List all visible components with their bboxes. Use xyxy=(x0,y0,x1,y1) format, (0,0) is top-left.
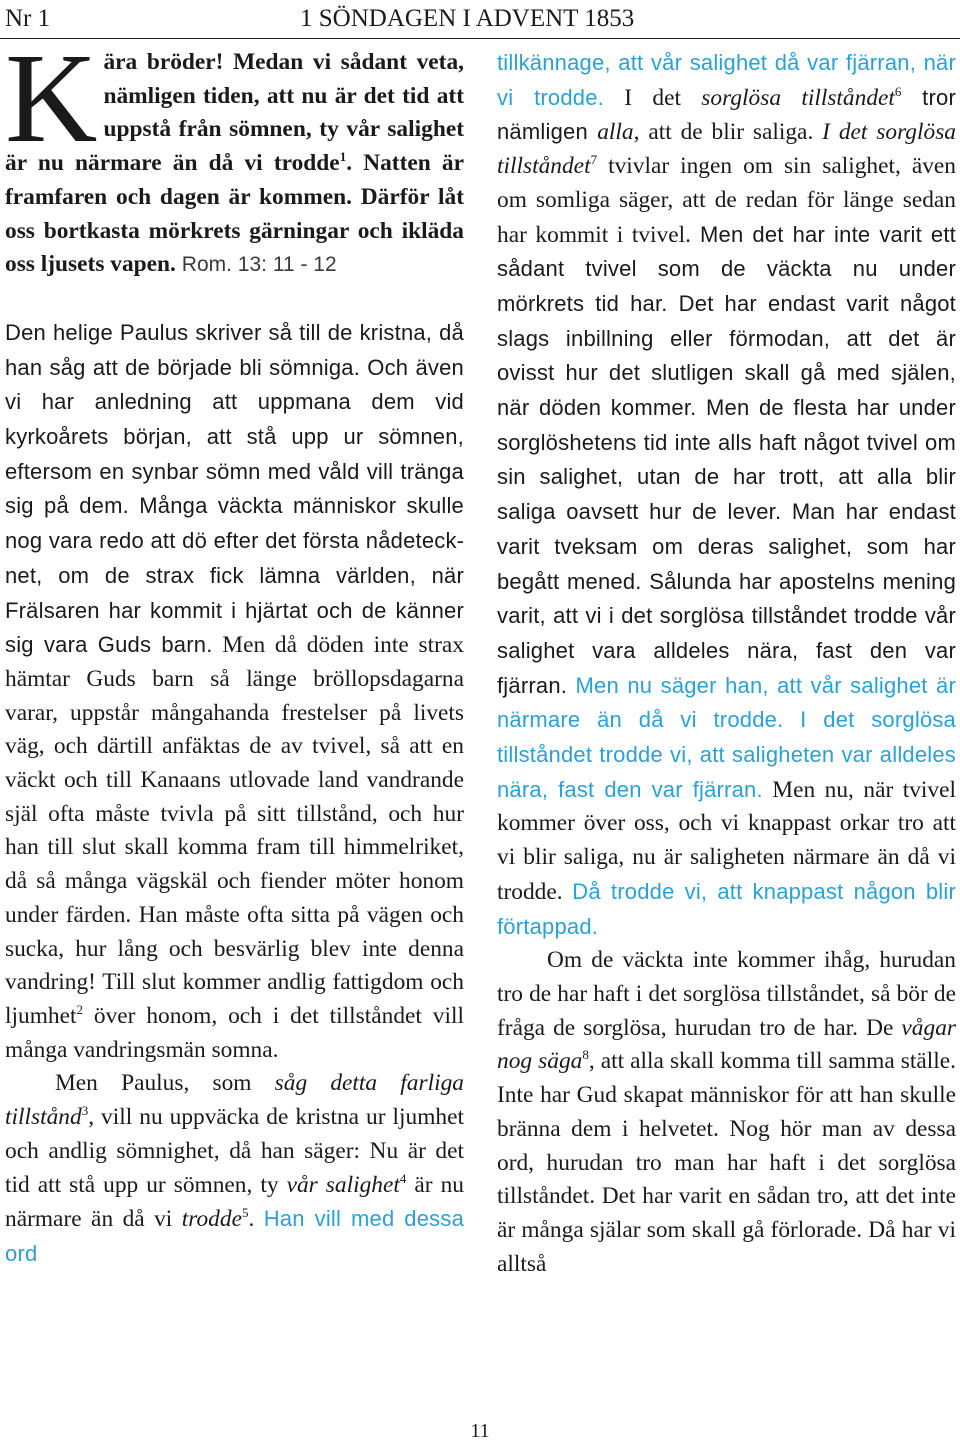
footnote-ref-3: 3 xyxy=(81,1103,89,1119)
header-title: 1 SÖNDAGEN I ADVENT 1853 xyxy=(300,5,635,32)
page-header xyxy=(5,4,955,34)
p2-italic-2: vår salighet xyxy=(286,1171,400,1198)
footnote-ref-5: 5 xyxy=(241,1205,249,1221)
p2-highlight-left: Han vill med dessa ord xyxy=(5,1206,464,1266)
p2-italic-5: alla xyxy=(597,119,634,146)
p3-italic-1: vågar nog säga xyxy=(497,1014,956,1075)
footnote-ref-8: 8 xyxy=(582,1047,589,1063)
right-column xyxy=(497,46,956,1281)
p2-text-3: är nu närmare än då vi xyxy=(5,1171,464,1233)
p2-text-7: , att de blir saliga. xyxy=(633,119,823,146)
issue-number: Nr 1 xyxy=(5,5,51,32)
paragraph-2-continued xyxy=(497,46,956,944)
header-rule xyxy=(0,38,960,39)
p1-sans-a: Den helige Paulus skriver så till de kristna, då han såg att de började bli sömniga. xyxy=(5,319,464,380)
p2-italic-3: trodde xyxy=(181,1206,242,1233)
footnote-ref-2: 2 xyxy=(76,1002,83,1018)
bible-reference: Rom. 13: 11 - 12 xyxy=(181,253,337,277)
p2-text-10: Men nu, när tvivel kommer över oss, och vi knappast orkar tro att vi blir saliga, nu är saligheten närmare än då vi trodde. xyxy=(497,776,956,905)
p2-text-9: Men det har inte varit ett sådant tvivel som de väckta nu under mörkrets tid har. Det har endast varit något slags inbillning eller förmodan, att det är ovisst hur det slutligen skall gå med själen, när döden kommer. Men de flesta har under sorglöshetens tid inte alls haft något tvivel om sin salighet, utan de har trott, att alla blir saliga oavsett hur de lever. Man har endast varit tveksam om deras salighet, som har begått mened. Sålunda har apostelns mening varit, att vi i det sorglösa tillståndet trodde vår salighet vara alldeles nära, fast den var fjärran. xyxy=(497,221,956,698)
section-gap xyxy=(5,282,464,316)
intro-text-b: . Natten är framfaren och dagen är kommen. Därför låt oss bortkasta mörkrets gärningar och ikläda oss ljusets vapen. xyxy=(5,150,464,278)
intro-verse xyxy=(5,27,464,282)
p3-text-2: , att alla skall komma till samma ställe. Inte har Gud skapat människor för att han skulle bränna dem i helvetet. Nog hör man av dessa ord, hurudan tro man har haft i det sorglösa tillståndet. Det har varit en sådan tro, att det inte är många själar som skall gå förlorade. Då har vi alltså xyxy=(497,1048,957,1277)
p2-italic-1: såg detta farliga tillstånd xyxy=(5,1070,464,1131)
footnote-ref-1: 1 xyxy=(339,149,347,165)
p2-text-2: , vill nu uppväcka de kristna ur ljumhet och andlig sömnighet, då han säger: Nu är det tid att stå upp ur sömnen, ty xyxy=(5,1104,464,1198)
p2-highlight-2: Men nu säger han, att vår salighet är närmare än då vi trodde. I det sorglösa tillståndet trodde vi, att saligheten var alldeles nära, fast den var fjärran. xyxy=(497,672,956,802)
p2-text-4: . xyxy=(248,1206,264,1233)
p2-text-6: tror nämligen xyxy=(497,84,956,145)
drop-cap: K xyxy=(5,27,98,169)
p1-text-c: Men då döden inte strax hämtar Guds barn så länge bröllopsdagarna varar, uppstår mångahanda frestelser på livets väg, och därtill anfäktas de av tvivel, så att en väckt och till Kanaans utlovade land vandrande själ ofta måste tvivla på sitt tillstånd, och hur han till slut skall komma fram till himmelriket, då så många vägskäl och fiender möter honom under färden. Han måste ofta sitta på vägen och sucka, hur lång och besvärlig blev inte denna vandring! Till slut kommer andlig fattigdom och ljumhet xyxy=(5,632,464,1029)
p2-highlight-3: Då trodde vi, att knappast någon blir förtappad. xyxy=(497,878,957,939)
left-column xyxy=(5,27,464,1272)
p2-text-5: I det xyxy=(603,84,702,111)
footnote-ref-7: 7 xyxy=(590,152,598,168)
p2-text-8: tvivlar ingen om sin salighet, även om somliga säger, att de redan för länge sedan har kommit i tvivel. xyxy=(497,153,956,248)
p2-italic-6: I det sorglösa tillståndet xyxy=(497,119,956,180)
paragraph-1 xyxy=(5,316,464,1067)
p2-highlight-1: tillkännage, att vår salighet då var fjärran, när vi trodde. xyxy=(497,50,956,110)
paragraph-2 xyxy=(5,1067,464,1271)
paragraph-3 xyxy=(497,944,956,1281)
footnote-ref-6: 6 xyxy=(894,83,902,99)
footnote-ref-4: 4 xyxy=(399,1170,407,1186)
intro-text-a: ära bröder! Medan vi sådant veta, nämligen tiden, att nu är det tid att uppstå från sömnen, ty vår salighet är nu närmare än då vi trodde xyxy=(5,49,464,177)
page-number: 11 xyxy=(470,1420,490,1442)
p2-text-1: Men Paulus, som xyxy=(55,1070,275,1097)
p3-text-1: Om de väckta inte kommer ihåg, hurudan tro de har haft i det sorglösa tillståndet, så bör de fråga de sorglösa, hurudan tro de har. De xyxy=(497,947,956,1041)
p1-text-d: över honom, och i det tillståndet vill många vandringsmän somna. xyxy=(5,1002,464,1063)
p2-italic-4: sorglösa tillståndet xyxy=(701,84,895,111)
p1-sans-b: Och även vi har anledning att uppmana dem vid kyrkoårets början, att stå upp ur sömnen, eftersom en synbar sömn med våld vill tränga sig på dem. Många väckta människor skulle nog vara redo att dö efter det första nådetecknet, om de strax fick lämna världen, när Frälsaren har kommit i hjärtat och de känner sig vara Guds barn. xyxy=(5,354,464,658)
